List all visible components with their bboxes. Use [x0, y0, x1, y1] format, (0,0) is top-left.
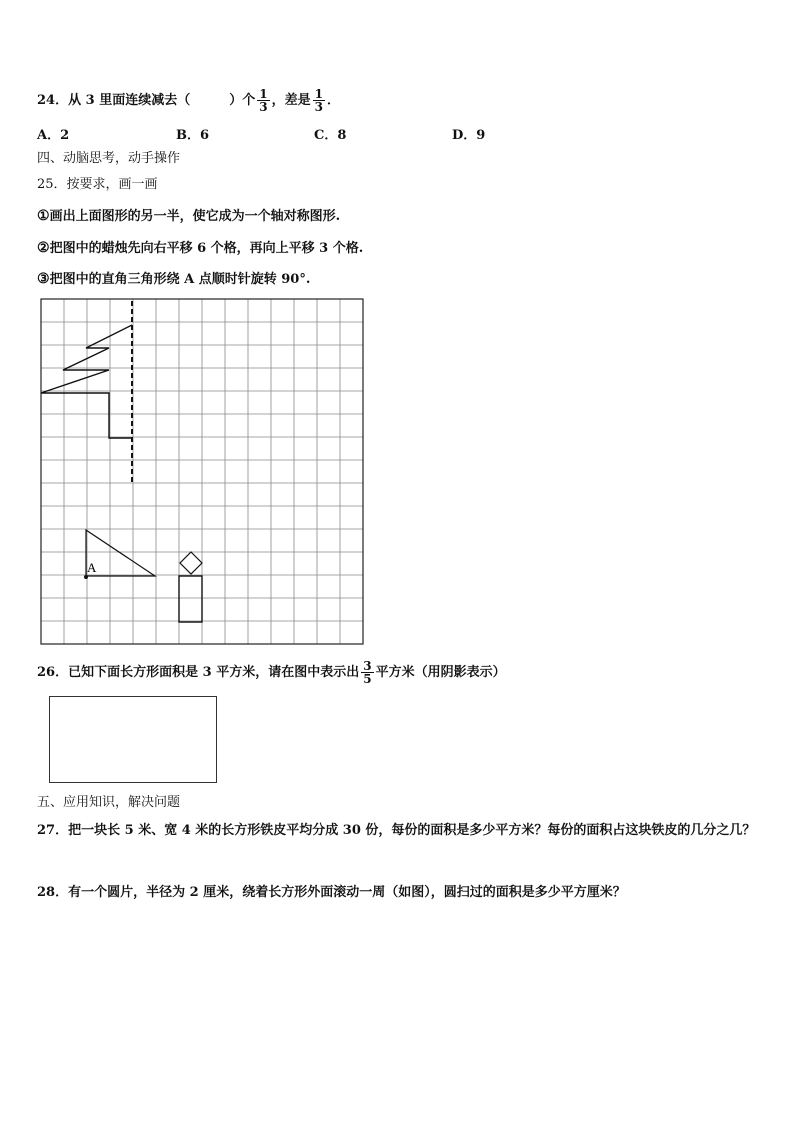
q28-text: 28．有一个圆片，半径为 2 厘米，绕着长方形外面滚动一周（如图），圆扫过的面积是多少平方厘米？ [37, 885, 626, 900]
q24-option-a[interactable]: A．2 [37, 128, 70, 143]
q24-stem [37, 88, 340, 113]
candle-body [179, 576, 202, 622]
item-text: 画出上面图形的另一半，使它成为一个轴对称图形. [49, 209, 341, 224]
item-marker: ① [37, 208, 50, 224]
candle-flame [180, 552, 202, 574]
q24-option-b[interactable]: B．6 [176, 128, 210, 143]
q26-stem [37, 660, 506, 685]
drawing-grid[interactable] [37, 296, 367, 648]
item-text: 把图中的蜡烛先向右平移 6 个格，再向上平移 3 个格. [49, 241, 364, 256]
item-marker: ③ [37, 271, 50, 287]
half-tree-shape [41, 325, 132, 438]
point-a-label: A [87, 560, 97, 575]
q25-item-3 [37, 270, 310, 289]
item-marker: ② [37, 240, 50, 256]
q25-item-1 [37, 207, 340, 226]
q26-rectangle[interactable] [49, 696, 217, 783]
q24-stem-middle: ，差是 [271, 93, 311, 108]
item-text: 把图中的直角三角形绕 A 点顺时针旋转 90°. [49, 272, 311, 287]
q24-option-c[interactable]: C．8 [314, 128, 347, 143]
section-5-heading: 五、应用知识，解决问题 [37, 795, 181, 810]
q26-stem-after: 平方米（用阴影表示） [375, 665, 506, 680]
q24-option-d[interactable]: D．9 [452, 128, 486, 143]
q25-title: 25．按要求，画一画 [37, 177, 158, 192]
q26-stem-before: 26．已知下面长方形面积是 3 平方米，请在图中表示出 [37, 665, 360, 680]
point-a-dot [84, 575, 88, 579]
q24-stem-before: 24．从 3 里面连续减去（ ）个 [37, 93, 256, 108]
q25-item-2 [37, 239, 363, 258]
q24-fraction-2: $\frac{1}{3}$ [314, 87, 323, 114]
q24-fraction-1: $\frac{1}{3}$ [259, 87, 268, 114]
section-4-heading: 四、动脑思考，动手操作 [37, 151, 181, 166]
q27-text: 27．把一块长 5 米、宽 4 米的长方形铁皮平均分成 30 份，每份的面积是多少平方米？每份的面积占这块铁皮的几分之几？ [37, 823, 756, 838]
q24-stem-end: ． [326, 93, 340, 108]
q26-fraction: $\frac{3}{5}$ [363, 659, 372, 686]
